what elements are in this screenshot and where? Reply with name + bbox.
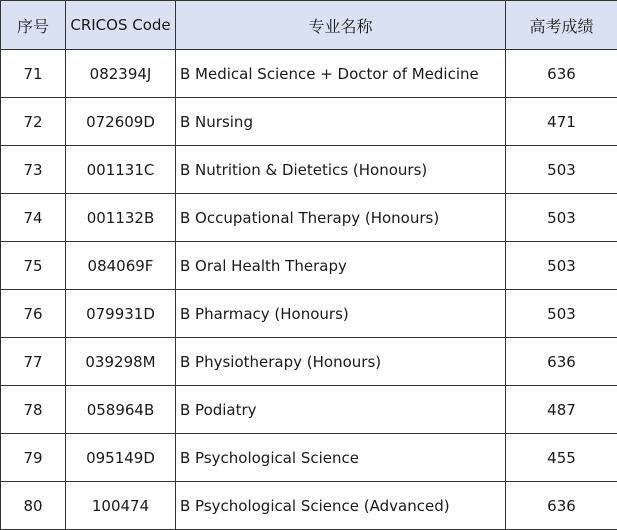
cell-cricos-code: 072609D — [66, 98, 176, 146]
cell-course-name: B Medical Science + Doctor of Medicine — [176, 50, 506, 98]
cell-course-name: B Psychological Science — [176, 434, 506, 482]
cell-score: 503 — [506, 194, 617, 242]
table-row — [1, 386, 617, 434]
cell-course-name: B Nursing — [176, 98, 506, 146]
cell-no: 75 — [1, 242, 66, 290]
cell-score: 503 — [506, 290, 617, 338]
cell-cricos-code: 084069F — [66, 242, 176, 290]
cell-course-name: B Podiatry — [176, 386, 506, 434]
table-row — [1, 338, 617, 386]
cell-score: 471 — [506, 98, 617, 146]
cell-no: 71 — [1, 50, 66, 98]
table-row — [1, 290, 617, 338]
cell-cricos-code: 100474 — [66, 482, 176, 530]
cell-score: 636 — [506, 50, 617, 98]
cell-score: 503 — [506, 242, 617, 290]
table-row — [1, 194, 617, 242]
cell-score: 503 — [506, 146, 617, 194]
table-row — [1, 482, 617, 530]
cell-course-name: B Oral Health Therapy — [176, 242, 506, 290]
cell-no: 80 — [1, 482, 66, 530]
cell-no: 73 — [1, 146, 66, 194]
cell-no: 77 — [1, 338, 66, 386]
cell-no: 79 — [1, 434, 66, 482]
table-row — [1, 434, 617, 482]
cell-course-name: B Pharmacy (Honours) — [176, 290, 506, 338]
cell-score: 636 — [506, 482, 617, 530]
table-row — [1, 50, 617, 98]
table-row — [1, 146, 617, 194]
header-row — [1, 1, 617, 50]
cell-no: 74 — [1, 194, 66, 242]
cell-no: 76 — [1, 290, 66, 338]
header-no: 序号 — [1, 1, 66, 50]
cell-score: 455 — [506, 434, 617, 482]
cell-cricos-code: 039298M — [66, 338, 176, 386]
header-course-name: 专业名称 — [176, 1, 506, 50]
table-body — [1, 50, 617, 530]
cell-cricos-code: 001132B — [66, 194, 176, 242]
table-row — [1, 98, 617, 146]
cell-score: 487 — [506, 386, 617, 434]
cell-score: 636 — [506, 338, 617, 386]
cell-course-name: B Nutrition & Dietetics (Honours) — [176, 146, 506, 194]
table-header — [1, 1, 617, 50]
header-score: 高考成绩 — [506, 1, 617, 50]
cell-cricos-code: 095149D — [66, 434, 176, 482]
cell-cricos-code: 082394J — [66, 50, 176, 98]
cell-no: 78 — [1, 386, 66, 434]
cell-cricos-code: 079931D — [66, 290, 176, 338]
table-row — [1, 242, 617, 290]
cell-course-name: B Physiotherapy (Honours) — [176, 338, 506, 386]
cell-course-name: B Occupational Therapy (Honours) — [176, 194, 506, 242]
cell-no: 72 — [1, 98, 66, 146]
cell-course-name: B Psychological Science (Advanced) — [176, 482, 506, 530]
cell-cricos-code: 058964B — [66, 386, 176, 434]
cell-cricos-code: 001131C — [66, 146, 176, 194]
header-cricos-code: CRICOS Code — [66, 1, 176, 50]
